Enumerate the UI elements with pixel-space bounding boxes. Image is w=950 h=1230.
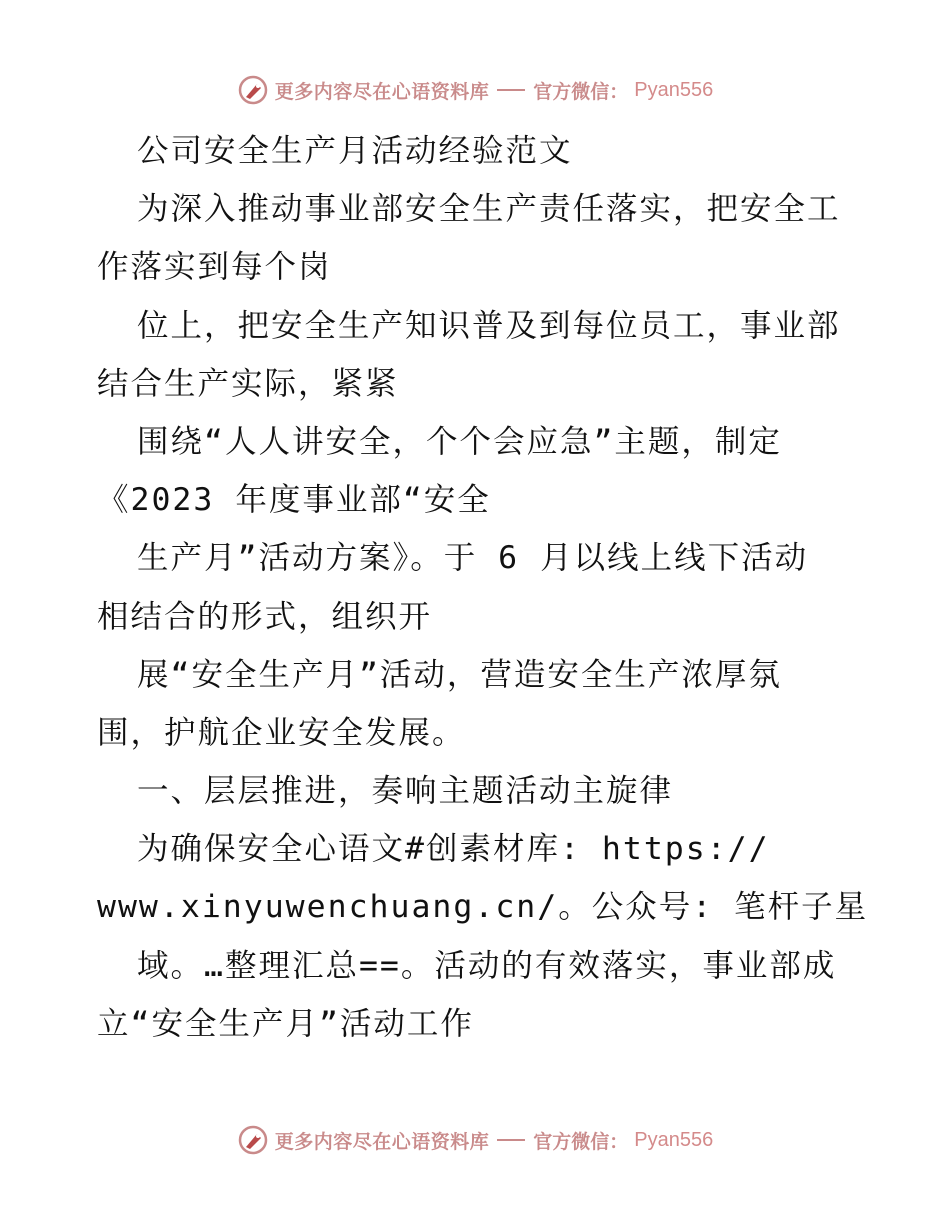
doc-line: 域。…整理汇总==。活动的有效落实，事业部成 <box>137 947 837 984</box>
doc-line: 作落实到每个岗 <box>97 249 332 286</box>
banner-dash <box>497 89 525 91</box>
document-body <box>97 122 877 1053</box>
doc-line: www.xinyuwenchuang.cn/。公众号: 笔杆子星 <box>97 889 869 926</box>
banner-wechat-label: 官方微信： <box>533 80 629 103</box>
pen-nib-logo-icon <box>237 74 269 106</box>
section-heading: 一、层层推进，奏响主题活动主旋律 <box>137 773 674 810</box>
doc-line: 围，护航企业安全发展。 <box>97 714 466 751</box>
banner-text: 更多内容尽在心语资料库 <box>274 1130 490 1153</box>
doc-line: 展“安全生产月”活动，营造安全生产浓厚氛 <box>137 656 782 693</box>
doc-line: 相结合的形式，组织开 <box>97 598 433 635</box>
footer-watermark-banner <box>0 1120 950 1160</box>
banner-text: 更多内容尽在心语资料库 <box>274 80 490 103</box>
doc-line: 立“安全生产月”活动工作 <box>97 1005 474 1042</box>
doc-title: 公司安全生产月活动经验范文 <box>137 133 573 169</box>
doc-line: 围绕“人人讲安全，个个会应急”主题，制定 <box>137 423 782 460</box>
banner-dash <box>497 1139 525 1141</box>
doc-line: 为深入推动事业部安全生产责任落实，把安全工 <box>137 191 841 228</box>
header-watermark-banner <box>0 70 950 110</box>
doc-line: 结合生产实际，紧紧 <box>97 365 399 402</box>
pen-nib-logo-icon <box>237 1124 269 1156</box>
banner-wechat-id: Pyan556 <box>634 78 714 101</box>
doc-line: 为确保安全心语文#创素材库: https:// <box>137 831 770 868</box>
banner-wechat-id: Pyan556 <box>634 1128 714 1151</box>
doc-line: 生产月”活动方案》。于 6 月以线上线下活动 <box>137 540 809 577</box>
doc-line: 《2023 年度事业部“安全 <box>97 482 491 519</box>
doc-line: 位上，把安全生产知识普及到每位员工，事业部 <box>137 307 841 344</box>
banner-wechat-label: 官方微信： <box>533 1130 629 1153</box>
